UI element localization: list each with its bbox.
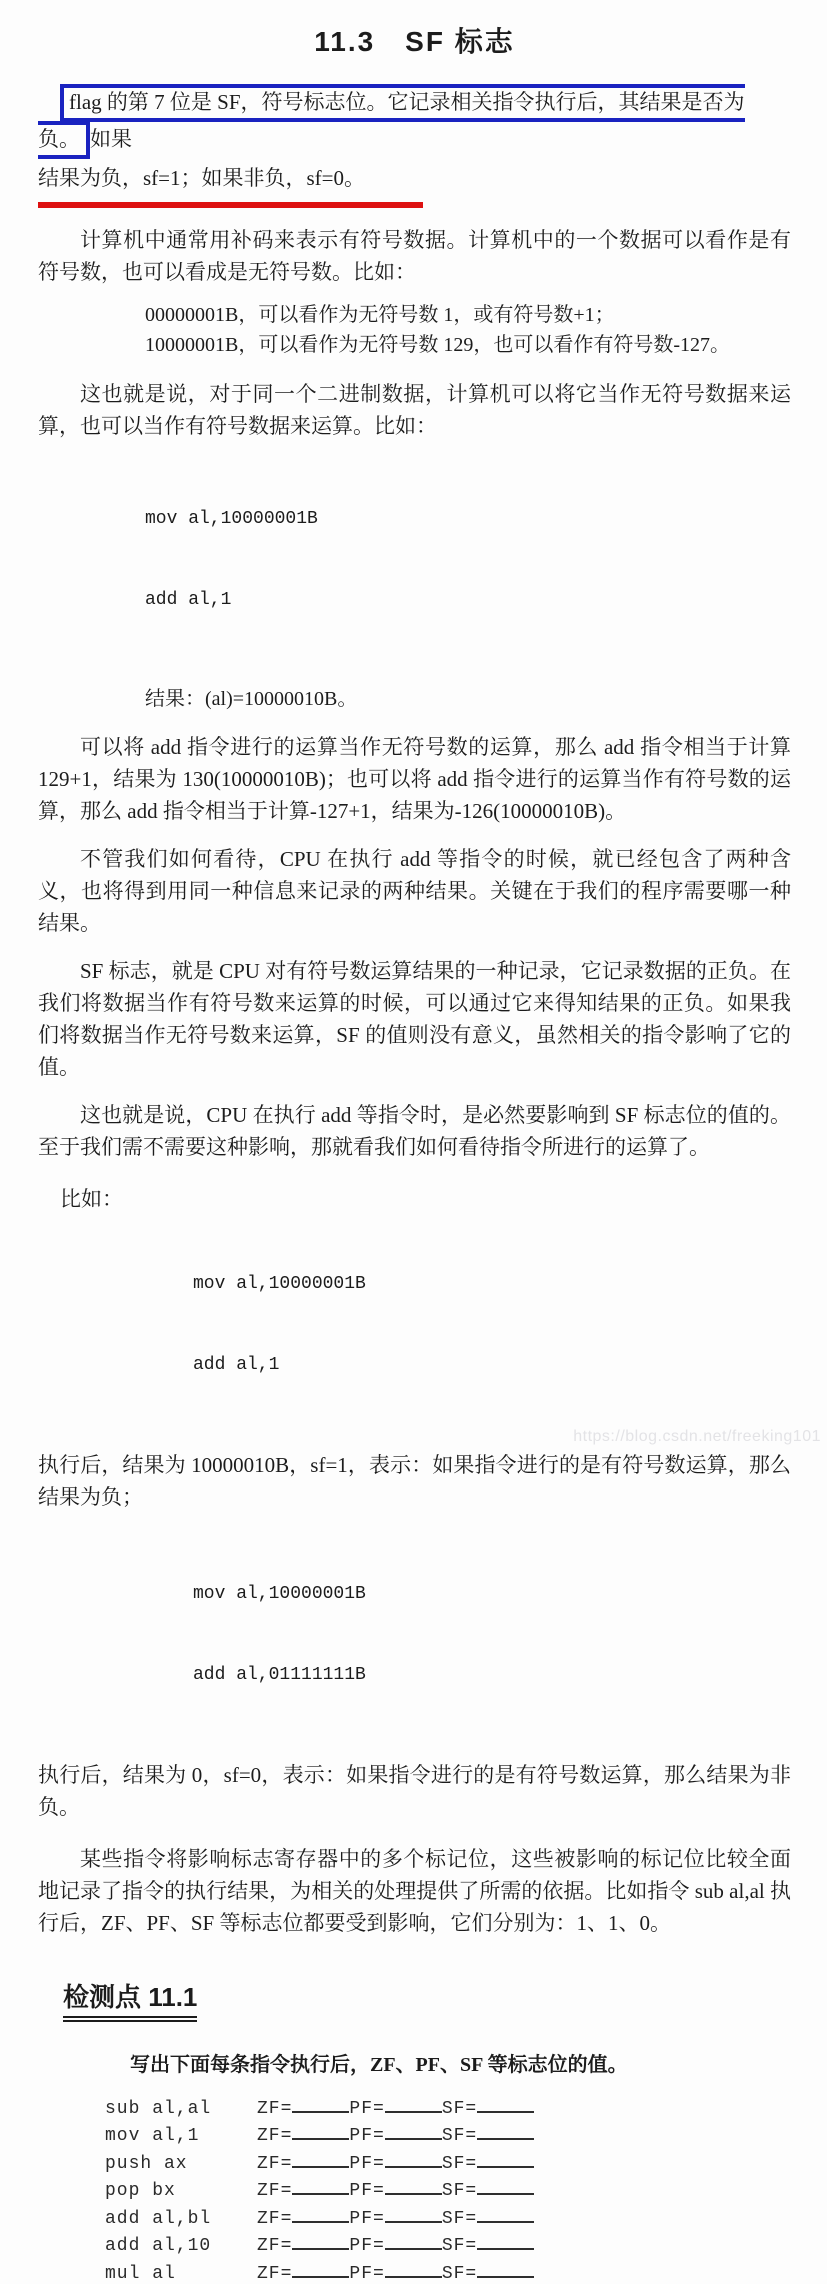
instruction-text: sub al,al bbox=[105, 2098, 212, 2119]
zf-label: ZF= bbox=[257, 2126, 293, 2146]
flag-fields bbox=[257, 2181, 534, 2201]
pf-blank bbox=[385, 2219, 442, 2223]
pf-blank bbox=[385, 2109, 442, 2113]
flag-fields bbox=[257, 2154, 534, 2174]
zf-label: ZF= bbox=[257, 2236, 293, 2256]
code-line: add al,1 bbox=[193, 1355, 280, 1375]
pf-label: PF= bbox=[349, 2098, 385, 2119]
exercise-row bbox=[105, 2119, 791, 2147]
pf-blank bbox=[385, 2191, 442, 2195]
sf-label: SF= bbox=[441, 2208, 478, 2229]
instruction-text: add al,10 bbox=[105, 2236, 212, 2256]
exercise-table bbox=[105, 2091, 791, 2284]
sf-label: SF= bbox=[441, 2098, 478, 2119]
exercise-row bbox=[105, 2174, 791, 2202]
zf-blank bbox=[292, 2109, 349, 2113]
result-line: 结果：(al)=10000010B。 bbox=[145, 688, 358, 710]
sf-label: SF= bbox=[441, 2263, 478, 2284]
sf-label: SF= bbox=[441, 2236, 478, 2256]
zf-blank bbox=[292, 2136, 349, 2140]
highlighted-text: flag 的第 7 位是 SF，符号标志位。它记录相关指令执行后，其结果是否为负。 bbox=[38, 90, 745, 151]
pf-blank bbox=[385, 2164, 442, 2168]
paragraph-exec-result-2: 执行后，结果为 0，sf=0，表示：如果指令进行的是有符号数运算，那么结果为非负。 bbox=[38, 1763, 791, 1819]
red-underlined-text: 结果为负，sf=1；如果非负，sf=0。 bbox=[38, 160, 423, 208]
sf-blank bbox=[477, 2246, 534, 2250]
pf-label: PF= bbox=[349, 2263, 385, 2284]
instruction-text: pop bx bbox=[105, 2181, 176, 2201]
page-title: 11.3 SF 标志 bbox=[314, 26, 515, 57]
sf-blank bbox=[477, 2109, 534, 2113]
exercise-row bbox=[105, 2146, 791, 2174]
sf-label: SF= bbox=[441, 2153, 478, 2174]
zf-label: ZF= bbox=[257, 2098, 293, 2119]
sf-blank bbox=[477, 2136, 534, 2140]
zf-label: ZF= bbox=[257, 2181, 293, 2201]
sf-label: SF= bbox=[441, 2126, 478, 2146]
instruction-text: mov al,1 bbox=[105, 2126, 200, 2146]
sf-blank bbox=[477, 2219, 534, 2223]
flag-fields bbox=[257, 2209, 534, 2229]
example-label: 比如： bbox=[60, 1187, 123, 1211]
paragraph-complement: 计算机中通常用补码来表示有符号数据。计算机中的一个数据可以看作是有符号数，也可以看成是无符号数。比如： bbox=[38, 228, 791, 284]
flag-fields bbox=[257, 2126, 534, 2146]
intro-tail-text: 如果 bbox=[90, 127, 132, 151]
pf-label: PF= bbox=[349, 2208, 385, 2229]
exercise-row bbox=[105, 2091, 791, 2119]
watermark-text: https://blog.csdn.net/freeking101 bbox=[573, 1428, 821, 1445]
code-line: mov al,10000001B bbox=[193, 1584, 366, 1604]
paragraph-add-two-views: 可以将 add 指令进行的运算当作无符号数的运算，那么 add 指令相当于计算 129+1，结果为 130(10000010B)；也可以将 add 指令进行的运算当作有符号数的运算，那么 add 指令相当于计算-127+1，结果为-126(10000010B)。 bbox=[38, 735, 791, 823]
highlight-box bbox=[38, 84, 745, 159]
intro-highlight-paragraph bbox=[38, 84, 791, 208]
checkpoint-prompt: 写出下面每条指令执行后，ZF、PF、SF 等标志位的值。 bbox=[130, 2054, 628, 2076]
code-line: mov al,10000001B bbox=[145, 509, 318, 529]
instruction-text: mul al bbox=[105, 2263, 176, 2284]
pf-label: PF= bbox=[349, 2153, 385, 2174]
exercise-row bbox=[105, 2229, 791, 2257]
exercise-row bbox=[105, 2256, 791, 2284]
sf-blank bbox=[477, 2164, 534, 2168]
flag-fields bbox=[257, 2099, 534, 2119]
pf-label: PF= bbox=[349, 2236, 385, 2256]
code-line: add al,01111111B bbox=[193, 1665, 366, 1685]
checkpoint-heading-text: 检测点 11.1 bbox=[63, 1977, 197, 2022]
paragraph-two-meanings: 不管我们如何看待，CPU 在执行 add 等指令的时候，就已经包含了两种含义，也将得到用同一种信息来记录的两种结果。关键在于我们的程序需要哪一种结果。 bbox=[38, 847, 791, 935]
zf-blank bbox=[292, 2246, 349, 2250]
zf-label: ZF= bbox=[257, 2263, 293, 2284]
pf-blank bbox=[385, 2246, 442, 2250]
instruction-text: add al,bl bbox=[105, 2208, 212, 2229]
zf-blank bbox=[292, 2164, 349, 2168]
code-line: add al,1 bbox=[145, 590, 232, 610]
code-block-3 bbox=[193, 1527, 791, 1743]
zf-blank bbox=[292, 2191, 349, 2195]
zf-blank bbox=[292, 2274, 349, 2278]
sf-blank bbox=[477, 2191, 534, 2195]
paragraph-sf-record: SF 标志，就是 CPU 对有符号数运算结果的一种记录，它记录数据的正负。在我们将数据当作有符号数来运算的时候，可以通过它来得知结果的正负。如果我们将数据当作无符号数来运算，SF 的值则没有意义，虽然相关的指令影响了它的值。 bbox=[38, 959, 791, 1079]
pf-label: PF= bbox=[349, 2181, 385, 2201]
zf-label: ZF= bbox=[257, 2208, 293, 2229]
flag-fields bbox=[257, 2264, 534, 2284]
pf-blank bbox=[385, 2136, 442, 2140]
zf-blank bbox=[292, 2219, 349, 2223]
code-block-2 bbox=[193, 1217, 791, 1433]
paragraph-same-binary: 这也就是说，对于同一个二进制数据，计算机可以将它当作无符号数据来运算，也可以当作有符号数据来运算。比如： bbox=[38, 382, 791, 438]
paragraph-multi-flags: 某些指令将影响标志寄存器中的多个标记位，这些被影响的标记位比较全面地记录了指令的执行结果，为相关的处理提供了所需的依据。比如指令 sub al,al 执行后，ZF、PF、SF 等标志位都要受到影响，它们分别为：1、1、0。 bbox=[38, 1847, 791, 1935]
exercise-row bbox=[105, 2201, 791, 2229]
pf-blank bbox=[385, 2274, 442, 2278]
pf-label: PF= bbox=[349, 2126, 385, 2146]
binary-example-line: 00000001B，可以看作为无符号数 1，或有符号数+1； bbox=[145, 304, 615, 326]
paragraph-cpu-affects: 这也就是说，CPU 在执行 add 等指令时，是必然要影响到 SF 标志位的值的。至于我们需不需要这种影响，那就看我们如何看待指令所进行的运算了。 bbox=[38, 1103, 791, 1159]
instruction-text: push ax bbox=[105, 2153, 188, 2174]
sf-blank bbox=[477, 2274, 534, 2278]
code-block-1 bbox=[145, 452, 791, 668]
binary-example-line: 10000001B，可以看作为无符号数 129，也可以看作有符号数-127。 bbox=[145, 334, 730, 356]
zf-label: ZF= bbox=[257, 2153, 293, 2174]
paragraph-exec-result-1: 执行后，结果为 10000010B，sf=1，表示：如果指令进行的是有符号数运算，那么结果为负； bbox=[38, 1453, 791, 1509]
flag-fields bbox=[257, 2236, 534, 2256]
sf-label: SF= bbox=[441, 2181, 478, 2201]
binary-examples bbox=[145, 300, 791, 360]
code-line: mov al,10000001B bbox=[193, 1274, 366, 1294]
checkpoint-heading bbox=[63, 1977, 791, 2022]
